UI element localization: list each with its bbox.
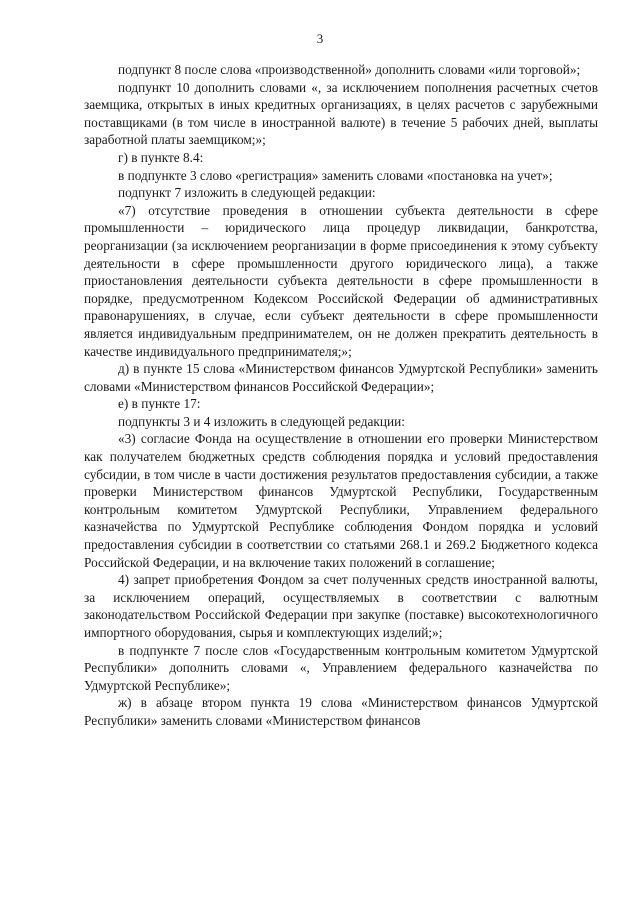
paragraph: г) в пункте 8.4: xyxy=(118,149,204,165)
paragraph: в подпункте 3 слово «регистрация» заменить словами «постановка на учет»; xyxy=(118,167,553,183)
paragraph: подпункт 10 дополнить словами «, за исключением пополнения расчетных счетов заемщика, открытых в иных кредитных организациях, в целях расчетов с зарубежными поставщиками (в том числе в иностранной валюте) в течение 5 рабочих дней, выплаты заработной платы заемщиком;»; xyxy=(84,79,598,148)
paragraph: подпункт 8 после слова «производственной» дополнить словами «или торговой»; xyxy=(118,62,581,77)
paragraph: подпункт 7 изложить в следующей редакции: xyxy=(118,185,376,201)
paragraph: д) в пункте 15 слова «Министерством финансов Удмуртской Республики» заменить словами «Министерством финансов Российской Федерации»; xyxy=(84,361,598,394)
page-number: 3 xyxy=(316,31,324,46)
paragraph: 4) запрет приобретения Фондом за счет полученных средств иностранной валюты, за исключением операций, осуществляемых в соответствии с валютным законодательством Российской Федерации при закупке (поставке) высокотехнологичного импортного оборудования, сырья и комплектующих изделий;»; xyxy=(84,572,598,640)
document-body xyxy=(84,61,598,730)
paragraph: подпункты 3 и 4 изложить в следующей редакции: xyxy=(118,413,405,429)
paragraph: «7) отсутствие проведения в отношении субъекта деятельности в сфере промышленности – юридического лица процедур ликвидации, банкротства, реорганизации (за исключением реорганизации в форме присоединения к этому субъекту деятельности в сфере промышленности другого юридического лица), а также приостановления деятельности субъекта деятельности в сфере промышленности в порядке, предусмотренном Кодексом Российской Федерации об административных правонарушениях, в случае, если субъект деятельности в сфере промышленности является индивидуальным предпринимателем, он не должен прекратить деятельность в качестве индивидуального предпринимателя;»; xyxy=(84,202,598,359)
paragraph: «3) согласие Фонда на осуществление в отношении его проверки Министерством как получателем бюджетных средств соблюдения порядка и условий предоставления субсидии, в том числе в части достижения результатов предоставления субсидии, а также проверки Министерством финансов Удмуртской Республики, Государственным контрольным комитетом Удмуртской Республики, Управлением федерального казначейства по Удмуртской Республике соблюдения Фондом порядка и условий предоставления субсидии в соответствии со статьями 268.1 и 269.2 Бюджетного кодекса Российской Федерации, и на включение таких положений в соглашение; xyxy=(84,431,598,570)
paragraph: е) в пункте 17: xyxy=(118,396,201,412)
paragraph: в подпункте 7 после слов «Государственным контрольным комитетом Удмуртской Республики» дополнить словами «, Управлением федерального казначейства по Удмуртской Республике»; xyxy=(84,642,598,693)
paragraph: ж) в абзаце втором пункта 19 слова «Министерством финансов Удмуртской Республики» заменить словами «Министерством финансов xyxy=(84,695,598,728)
